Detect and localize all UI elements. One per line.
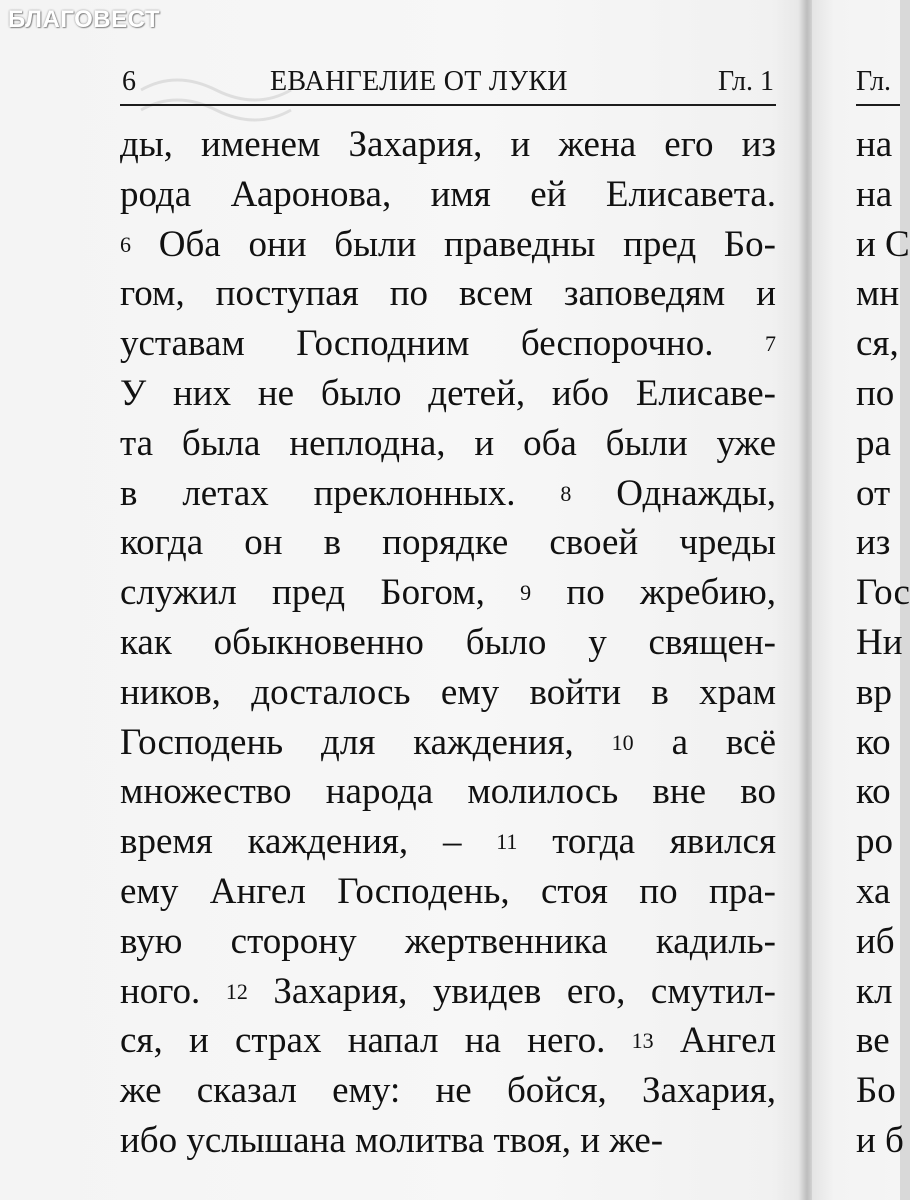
facing-text-line: от <box>856 472 891 514</box>
text-segment: ся, и страх напал на него. <box>120 1020 632 1062</box>
text-segment: Захария, увидев его, смутил- <box>247 970 776 1012</box>
facing-text-line: по <box>856 372 895 414</box>
facing-page-header: Гл. <box>856 66 900 106</box>
text-segment: время каждения, – <box>120 821 497 863</box>
text-segment: Ангел <box>653 1020 776 1062</box>
verse-number: 11 <box>496 829 518 855</box>
text-segment: тогда явился <box>517 821 776 863</box>
facing-text-line: из <box>856 522 891 564</box>
text-line <box>120 1016 776 1066</box>
watermark-logo: БЛАГОВЕСТ <box>8 6 161 33</box>
text-line <box>120 1116 776 1166</box>
verse-number: 9 <box>520 580 532 606</box>
text-line <box>120 867 776 917</box>
text-line <box>120 1066 776 1116</box>
text-line <box>120 220 776 270</box>
text-segment: же сказал ему: не бойся, Захария, <box>120 1070 776 1112</box>
text-segment: та была неплодна, и оба были уже <box>120 422 776 464</box>
scripture-text <box>120 120 776 1166</box>
facing-text-line: кл <box>856 970 893 1012</box>
facing-text-line: ся, <box>856 323 899 365</box>
text-segment: ников, досталось ему войти в храм <box>120 671 776 713</box>
verse-number: 6 <box>120 231 131 257</box>
text-segment: ибо услышана молитва твоя, и же- <box>120 1119 664 1161</box>
chapter-label: Гл. 1 <box>717 66 774 97</box>
text-line <box>120 668 776 718</box>
facing-text-line: ко <box>856 771 891 813</box>
text-segment: по жребию, <box>531 572 777 614</box>
text-segment: служил пред Богом, <box>120 572 521 614</box>
facing-text-line: ве <box>856 1020 890 1062</box>
facing-text-line: иб <box>856 920 895 962</box>
text-line <box>120 518 776 568</box>
text-line <box>120 967 776 1017</box>
text-line <box>120 618 776 668</box>
text-line <box>120 469 776 519</box>
facing-text-line: Гос <box>856 572 910 614</box>
text-segment: У них не было детей, ибо Елисаве- <box>120 372 776 414</box>
text-segment: Оба они были праведны пред Бо- <box>131 223 776 265</box>
facing-text-line: мн <box>856 273 900 315</box>
text-segment: Однажды, <box>571 472 776 514</box>
text-segment: в летах преклонных. <box>120 472 561 514</box>
facing-page-text <box>856 120 910 1166</box>
text-segment: множество народа молилось вне во <box>120 771 776 813</box>
verse-number: 10 <box>611 729 634 755</box>
text-line <box>120 767 776 817</box>
text-line <box>120 568 776 618</box>
text-segment: а всё <box>633 721 776 763</box>
text-line <box>120 817 776 867</box>
text-segment: ды, именем Захария, и жена его из <box>120 124 776 165</box>
text-segment: ему Ангел Господень, стоя по пра- <box>120 870 776 912</box>
text-segment: как обыкновенно было у священ- <box>120 621 776 663</box>
facing-text-line: на <box>856 173 893 215</box>
book-title: ЕВАНГЕЛИЕ ОТ ЛУКИ <box>270 66 568 97</box>
text-segment: гом, поступая по всем заповедям и <box>120 273 776 315</box>
text-segment: ного. <box>120 970 226 1012</box>
text-segment: когда он в порядке своей чреды <box>120 522 776 564</box>
facing-text-line: ра <box>856 422 891 464</box>
facing-text-line: ро <box>856 821 893 863</box>
facing-text-line: и С <box>856 223 910 265</box>
text-line <box>120 369 776 419</box>
verse-number: 8 <box>560 480 572 506</box>
text-line <box>120 319 776 369</box>
text-segment: вую сторону жертвенника кадиль- <box>120 920 776 962</box>
verse-number: 13 <box>631 1028 654 1054</box>
text-segment: рода Ааронова, имя ей Елисавета. <box>120 173 776 215</box>
text-line <box>120 718 776 768</box>
facing-text-line: на <box>856 124 893 165</box>
page-number: 6 <box>122 66 136 97</box>
facing-text-line: Ни <box>856 621 903 663</box>
facing-text-line: вр <box>856 671 892 713</box>
text-line <box>120 120 776 170</box>
text-line <box>120 170 776 220</box>
facing-text-line: Бо <box>856 1070 896 1112</box>
facing-text-line: ха <box>856 870 891 912</box>
verse-number: 12 <box>225 978 248 1004</box>
facing-text-line: и б <box>856 1119 904 1161</box>
text-line <box>120 419 776 469</box>
text-line <box>120 917 776 967</box>
text-line <box>120 269 776 319</box>
running-header <box>120 66 776 106</box>
verse-number: 7 <box>765 331 776 357</box>
text-segment: Господень для каждения, <box>120 721 612 763</box>
facing-text-line: ко <box>856 721 891 763</box>
text-segment: уставам Господним беспорочно. <box>120 323 765 365</box>
